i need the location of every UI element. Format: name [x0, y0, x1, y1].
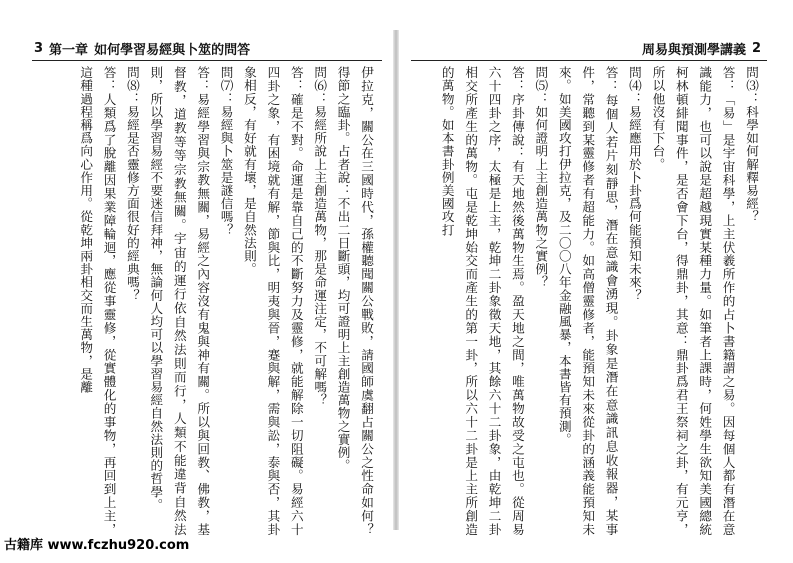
- question-7: 問⑺：易經與卜筮是謎信嗎？: [218, 66, 234, 237]
- site-watermark: 古籍库 www.fczhu920.com: [4, 538, 190, 553]
- chapter-title: 如何學習易經與卜筮的問答: [94, 42, 251, 58]
- question-3: 問⑶：科學如何解釋易經？: [744, 66, 759, 224]
- right-page-number: 2: [751, 40, 761, 56]
- left-page: [0, 0, 393, 563]
- answer-7: 答：易經學習與宗教無關，易經之內容沒有鬼與神有關。所以與回教、佛教，基督教，道教等等宗教無關。宇宙的運行依自然法則而行，人類不能違背自然法則，所以學習易經不要迷信拜神，無論何人均可以學習易經自然法則的哲學。: [148, 66, 211, 536]
- right-header-rule: [411, 60, 767, 61]
- left-paragraph-1: 伊拉克，關公在三國時代，孫權聽聞關公戰敗，請國師虞翻占關公之性命如何？得節之臨卦。占者說：不出二日斷頭，均可證明上主創造萬物之實例。: [335, 66, 374, 536]
- answer-5: 答：序卦傳說：有天地然後萬物生焉。盈天地之間，唯萬物故受之屯也。從周易六十四卦之序，太極是上主，乾坤二卦象徵天地，其餘六十二卦象，由乾坤二卦相交所產生的萬物。屯是乾坤始交而產生的第一卦，所以六十二卦是上主所創造的萬物。如本書卦例美國攻打: [439, 66, 525, 536]
- left-page-number: 3: [34, 40, 44, 56]
- right-page-text: [411, 66, 763, 536]
- question-6: 問⑹：易經所說上主創造萬物，那是命運注定，不可解嗎？: [312, 66, 328, 407]
- question-4: 問⑷：易經應用於卜卦爲何能預知未來？: [626, 66, 642, 302]
- answer-3: 答：「易」是宇宙科學，上主伏羲所作的占卜書籍謂之易。因每個人都有潛在意識能力，也可以說是超越現實某種力量。如筆者上課時，何姓學生欲知美國總統柯林頓緋聞事件，是否會下台，得鼎卦，其意：鼎卦爲君王祭祠之卦，有元亨，所以他沒有下台。: [650, 66, 736, 536]
- question-5: 問⑸：如何證明上主創造萬物之實例？: [533, 66, 549, 289]
- answer-6: 答：確是不對。命運是靠自己的不斷努力及靈修，就能解除一切阻礙。易經六十四卦之象，有困境就有解，節與比，明夷與晉，蹇與解，需與訟，泰與否，其卦象相反，有好就有壞，是自然法則。: [241, 66, 304, 536]
- question-8: 問⑻：易經是否靈修方面很好的經典嗎？: [124, 66, 140, 302]
- answer-8: 答：人類爲了脫離因果業障輪迴，應從事靈修，從實體化的事物，再回到上主，這種過程稱爲向心作用。從乾坤兩卦相交而生萬物，是離: [78, 66, 117, 536]
- left-page-text: [38, 66, 378, 536]
- right-page-header: [642, 38, 761, 58]
- answer-4: 答：每個人若片刻靜思，潛在意識會湧現。卦象是潛在意識訊息收報器，某事件，常聽到某靈修者有超能力。如高僧靈修者，能預知未來從卦的涵義能預知未來。如美國攻打伊拉克，及二〇〇八年金融風暴，本書皆有預測。: [556, 66, 619, 536]
- left-page-header: [34, 38, 250, 58]
- book-title: 周易與預測學講義: [641, 42, 746, 58]
- right-page: [399, 0, 793, 563]
- left-header-rule: [32, 60, 382, 61]
- chapter-label: 第一章: [49, 42, 89, 58]
